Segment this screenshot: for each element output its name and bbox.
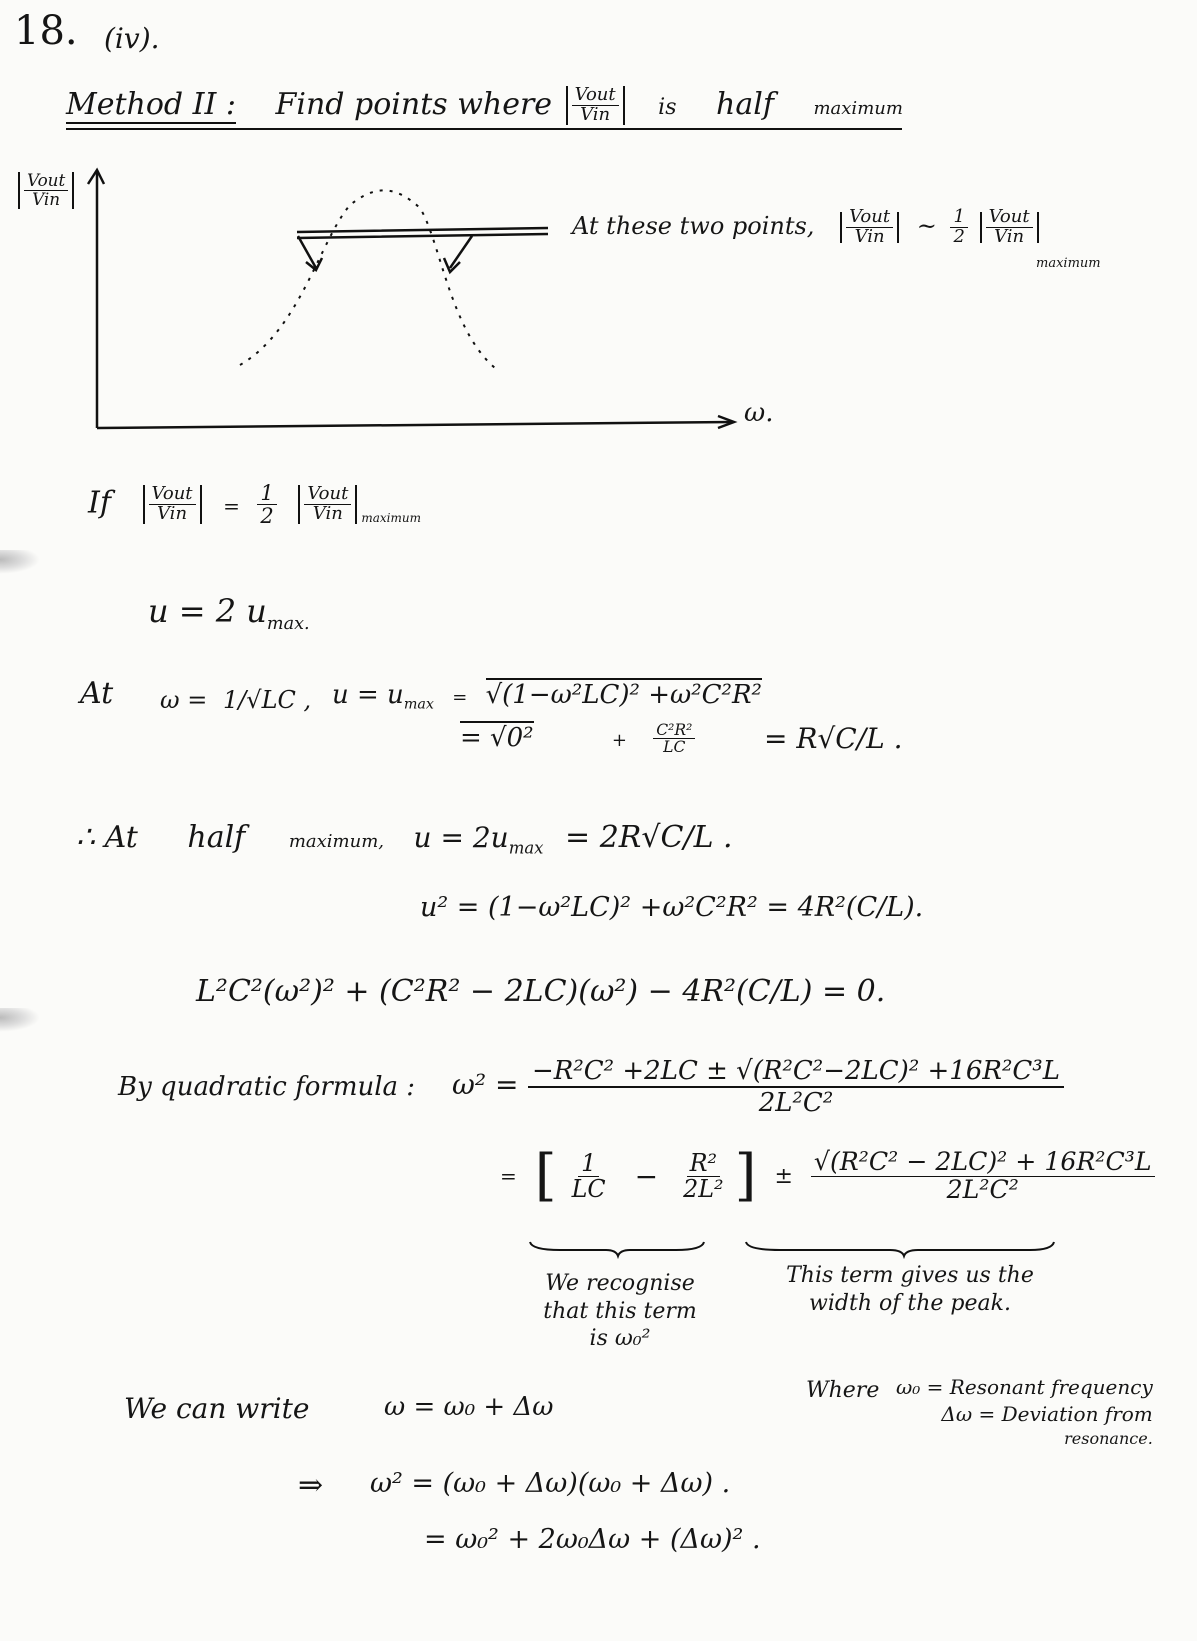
- at-omega: [160, 686, 311, 714]
- at-u-plus: +: [611, 729, 627, 751]
- note1-l1: We recognise: [545, 1271, 695, 1296]
- eq2-frac1-den: LC: [571, 1174, 606, 1203]
- implies-arrow: ⇒: [298, 1468, 324, 1503]
- quad-fraction: [528, 1056, 1064, 1118]
- punch-hole-top: [0, 550, 40, 574]
- if-half: [257, 482, 276, 527]
- therefore-half: half: [187, 820, 246, 855]
- expansion-2: = ω₀² + 2ω₀Δω + (Δω)² .: [424, 1524, 761, 1555]
- half-max-arrow-left: [298, 236, 322, 270]
- underbraces: [0, 1240, 1197, 1260]
- eq2-eq: =: [500, 1164, 517, 1188]
- at-u-result: = R√C/L .: [764, 722, 903, 755]
- at-u-line2-text: = √0²: [460, 722, 534, 753]
- if-ratio-2: [304, 485, 351, 524]
- abs-bar: [355, 485, 357, 524]
- half-max-line: [297, 228, 548, 238]
- if-ratio-den: Vin: [157, 503, 188, 525]
- if-maximum: maximum: [361, 511, 421, 526]
- title-ratio-den: Vin: [580, 104, 611, 125]
- if-word: If: [88, 485, 111, 521]
- annot-half-den: 2: [953, 225, 965, 247]
- title-maximum: maximum: [813, 97, 903, 119]
- if-ratio: [149, 485, 196, 524]
- annot-ratio-num: Vout: [846, 208, 893, 228]
- where-l3: resonance.: [1064, 1429, 1153, 1448]
- note-omega0: [520, 1270, 720, 1353]
- y-label-num: Vout: [24, 172, 68, 191]
- quad-num: −R²C² +2LC ± √(R²C²−2LC)² +16R²C³L: [528, 1056, 1064, 1088]
- eq2-frac2-num: R²: [687, 1151, 720, 1177]
- graph-annotation: [572, 208, 1043, 247]
- eq2-pm: ±: [774, 1163, 793, 1189]
- method-text: Find points where: [275, 86, 553, 122]
- question-number: 18.: [14, 8, 78, 54]
- therefore-at: ∴ At: [76, 820, 138, 855]
- title-is: is: [658, 94, 677, 120]
- quad-den: 2L²C²: [758, 1088, 834, 1118]
- at-line: [80, 676, 113, 711]
- question-part: (iv).: [104, 22, 160, 55]
- at-u-line2: [460, 722, 695, 756]
- at-u-frac-den: LC: [663, 738, 686, 757]
- u-eq: u = 2 u: [148, 592, 267, 630]
- abs-bar: [840, 212, 842, 243]
- u-eq-sub: max.: [266, 614, 310, 635]
- u2-line: u² = (1−ω²LC)² +ω²C²R² = 4R²(C/L).: [420, 892, 924, 923]
- annot-maximum: maximum: [1036, 256, 1101, 271]
- half-max-arrow-right: [444, 236, 472, 272]
- abs-bar: [1037, 212, 1039, 243]
- title-ratio-num: Vout: [572, 86, 619, 106]
- abs-bar: [200, 485, 202, 524]
- note-width: [760, 1262, 1060, 1317]
- if-half-den: 2: [260, 504, 274, 529]
- method-label: Method II :: [66, 86, 236, 122]
- therefore-expr: u = 2u: [413, 821, 509, 854]
- therefore-line: [76, 820, 733, 858]
- abs-bar: [143, 485, 145, 524]
- at-u-frac: [653, 722, 695, 756]
- abs-bar: [980, 212, 982, 243]
- therefore-sub: max: [508, 838, 544, 858]
- at-u: [332, 680, 762, 713]
- where-label: Where: [806, 1378, 880, 1403]
- annot-half-num: 1: [950, 208, 967, 228]
- eq2-frac3-den: 2L²C²: [946, 1174, 1019, 1204]
- at-u-frac-num: C²R²: [653, 722, 695, 739]
- if-ratio2-den: Vin: [312, 503, 343, 525]
- title-half: half: [716, 86, 774, 122]
- eq2-minus: −: [634, 1159, 659, 1193]
- u-line: [148, 592, 310, 634]
- annotation-text: At these two points,: [572, 211, 815, 240]
- if-line: [88, 482, 421, 527]
- at-word: At: [80, 676, 114, 711]
- eq2-line: [500, 1143, 1155, 1208]
- annot-approx: ~: [916, 211, 937, 240]
- y-label-den: Vin: [32, 189, 61, 209]
- underbrace-left: [530, 1242, 704, 1256]
- therefore-result: = 2R√C/L .: [565, 820, 733, 855]
- therefore-max: maximum,: [288, 831, 384, 852]
- note2-l2: width of the peak.: [809, 1290, 1011, 1316]
- x-axis: [97, 422, 733, 428]
- annot-ratio2-num: Vout: [986, 208, 1033, 228]
- annot-ratio-den: Vin: [854, 225, 885, 247]
- annot-ratio: [846, 208, 893, 247]
- note1-l2: that this term: [543, 1298, 697, 1324]
- at-omega-eq: ω =: [160, 686, 208, 714]
- note1-l3: is ω₀²: [589, 1326, 651, 1351]
- note2-l1: This term gives us the: [786, 1263, 1034, 1288]
- punch-hole-bottom: [0, 1008, 40, 1032]
- eq2-frac2: [680, 1148, 726, 1203]
- by-quad-label: By quadratic formula :: [118, 1072, 416, 1102]
- if-half-num: 1: [257, 482, 276, 505]
- quad-line: L²C²(ω²)² + (C²R² − 2LC)(ω²) − 4R²(C/L) = 0.: [196, 974, 886, 1009]
- at-u-eq2: =: [452, 687, 468, 708]
- at-u-eq: u = u: [332, 680, 404, 710]
- eq2-frac1-num: 1: [578, 1151, 599, 1177]
- omega-def: ω = ω₀ + Δω: [384, 1392, 554, 1422]
- abs-bar: [897, 212, 899, 243]
- if-ratio2-num: Vout: [304, 485, 351, 505]
- where-l2: Δω = Deviation from: [941, 1402, 1153, 1426]
- where-l1: ω₀ = Resonant frequency: [896, 1375, 1153, 1399]
- omega-sq: ω² =: [452, 1068, 519, 1101]
- at-omega-val: 1/√LC ,: [222, 686, 312, 714]
- eq2-frac3: [811, 1149, 1155, 1203]
- right-bracket: ]: [734, 1143, 757, 1208]
- annot-ratio2-den: Vin: [994, 225, 1025, 247]
- annot-half: [950, 208, 967, 247]
- expansion-1: ω² = (ω₀ + Δω)(ω₀ + Δω) .: [370, 1468, 731, 1499]
- eq2-frac2-den: 2L²: [683, 1174, 724, 1203]
- resonance-curve: [240, 190, 495, 368]
- if-ratio-num: Vout: [149, 485, 196, 505]
- x-axis-label: ω.: [744, 398, 774, 428]
- if-equals: =: [223, 493, 240, 518]
- we-can-write: We can write: [124, 1392, 310, 1425]
- where-defs: [896, 1374, 1153, 1450]
- at-u-sub: max: [403, 696, 434, 713]
- abs-bar: [298, 485, 300, 524]
- eq2-frac1: [569, 1148, 609, 1203]
- underbrace-right: [746, 1242, 1054, 1256]
- at-u-expr: √(1−ω²LC)² +ω²C²R²: [485, 680, 762, 710]
- eq2-frac3-num: √(R²C² − 2LC)² + 16R²C³L: [811, 1149, 1155, 1176]
- annot-ratio-2: [986, 208, 1033, 247]
- left-bracket: [: [534, 1143, 557, 1208]
